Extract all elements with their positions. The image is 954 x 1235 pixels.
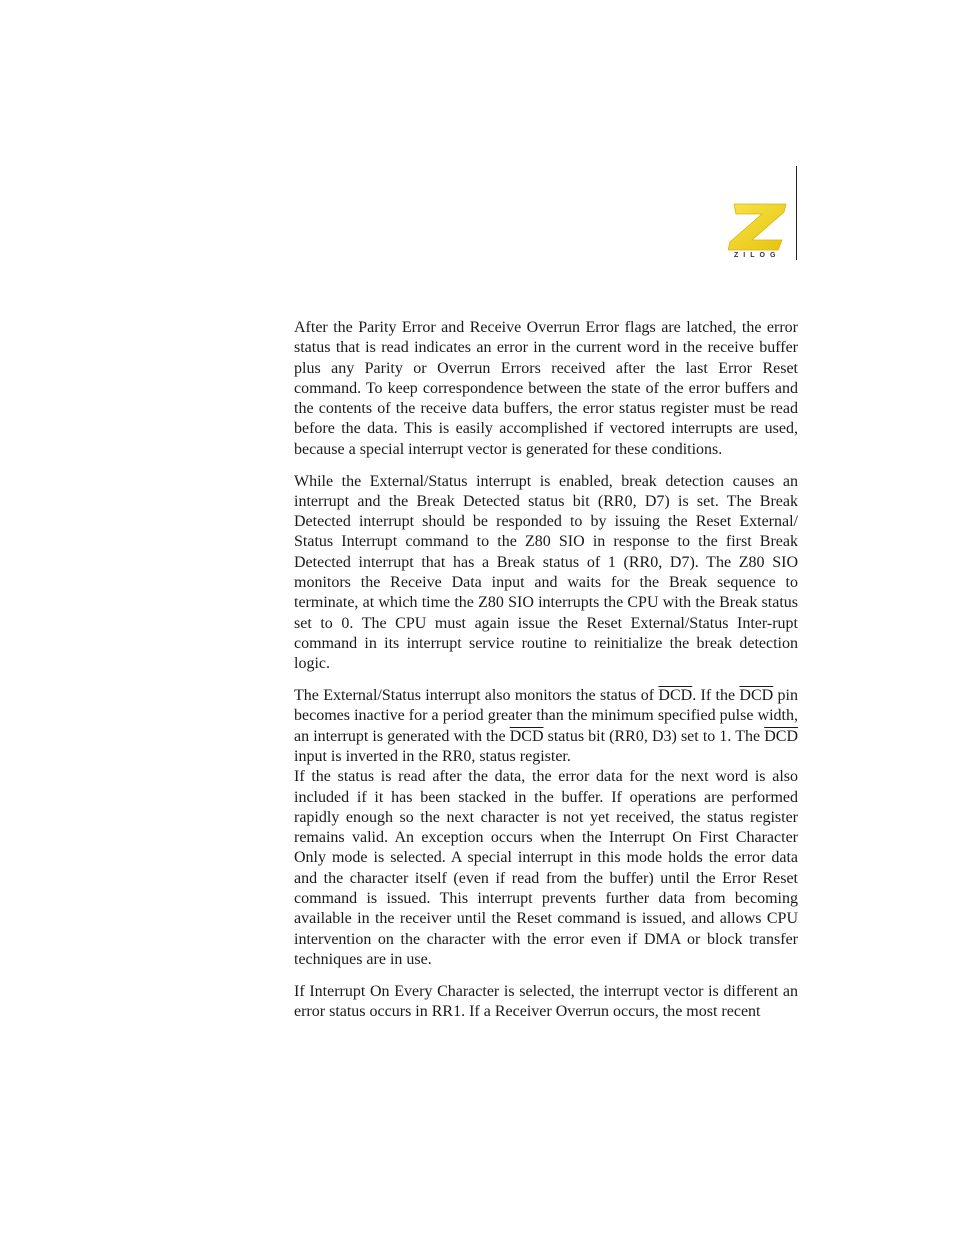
zilog-wordmark: ZILOG [734, 252, 781, 259]
body-text [294, 318, 798, 1034]
paragraph-error-flags: After the Parity Error and Receive Overrun Error flags are latched, the error status that is read indicates an error in the current word in the receive buffer plus any Parity or Overrun Errors received after the last Error Reset command. To keep correspondence between the state of the error buffers and the contents of the receive data buffers, the error status register must be read before the data. This is easily accomplished if vectored interrupts are used, because a special interrupt vector is generated for these conditions. [294, 319, 798, 458]
paragraph-break-detection: While the External/Status interrupt is enabled, break detection causes an interrupt and the Break Detected status bit (RR0, D7) is set. The Break Detected interrupt should be responded to by issuing the Reset External/ Status Interrupt command to the Z80 SIO in response to the first Break Detected interrupt that has a Break status of 1 (RR0, D7). The Z80 SIO monitors the Receive Data input and waits for the Break sequence to terminate, at which time the Z80 SIO interrupts the CPU with the Break status set to 0. The CPU must again issue the Reset External/Status Inter-rupt command in its interrupt service routine to reinitialize the break detection logic. [294, 472, 798, 673]
paragraph-every-character: If Interrupt On Every Character is selected, the interrupt vector is different an error status occurs in RR1. If a Receiver Overrun occurs, the most recent [294, 982, 798, 1020]
dcd-signal: $\overline{DCD}$ [509, 727, 544, 745]
dcd-signal: $\overline{DCD}$ [764, 727, 798, 745]
dcd-signal: $\overline{DCD}$ [658, 687, 693, 705]
paragraph-status-read-order: If the status is read after the data, the error data for the next word is also included if it has been stacked in the buffer. If operations are performed rapidly enough so the next character is not yet received, the status register remains valid. An exception occurs when the Interrupt On First Character Only mode is selected. A special interrupt in this mode holds the error data and the character itself (even if read from the buffer) until the Error Reset command is issued. This interrupt prevents further data from becoming available in the receiver until the Reset command is issued, and allows CPU intervention on the character with the error even if DMA or block transfer techniques are in use. [294, 768, 798, 968]
dcd-signal: $\overline{DCD}$ [739, 687, 774, 705]
paragraph-dcd-monitoring: The External/Status interrupt also monitors the status of $\overline{DCD}$. If the $\overline{DCD}$ pin becomes inactive for a period greater than the minimum specified pulse width, an interrupt is generated with the $\overline{DCD}$ status bit (RR0, D3) set to 1. The $\overline{DCD}$ input is inverted in the RR0, status register. [294, 687, 798, 765]
zilog-z-mark-icon [728, 202, 790, 252]
header-rule [796, 166, 797, 260]
